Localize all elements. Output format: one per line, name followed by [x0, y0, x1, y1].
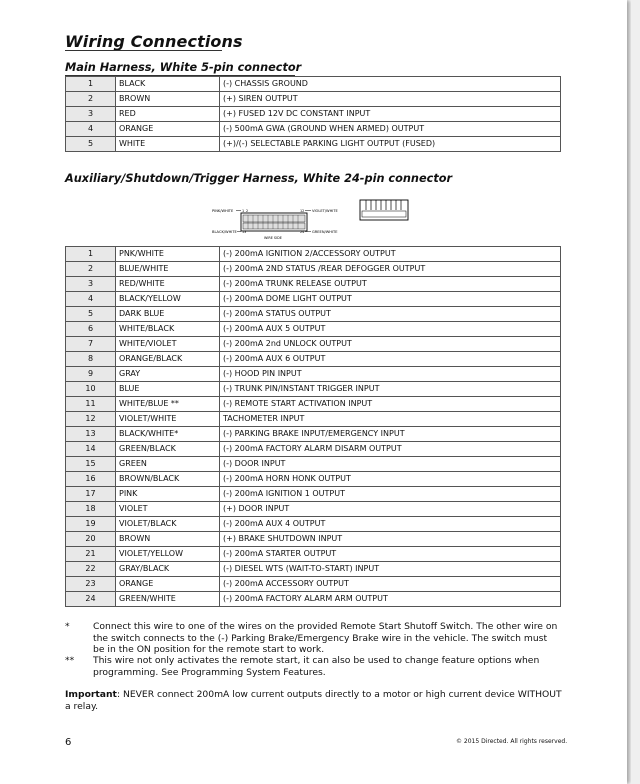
table-row [66, 137, 561, 152]
function-cell: (-) REMOTE START ACTIVATION INPUT [220, 397, 561, 412]
pin-cell: 15 [66, 457, 116, 472]
connector-diagram [210, 198, 410, 242]
function-cell: (+) SIREN OUTPUT [220, 92, 561, 107]
pin-cell: 7 [66, 337, 116, 352]
function-cell: (-) DOOR INPUT [220, 457, 561, 472]
pin-cell: 10 [66, 382, 116, 397]
wire-color-cell: WHITE/VIOLET [116, 337, 220, 352]
table-row [66, 307, 561, 322]
table-row [66, 577, 561, 592]
function-cell: (-) 200mA FACTORY ALARM ARM OUTPUT [220, 592, 561, 607]
pin-cell: 22 [66, 562, 116, 577]
note-mark: * [65, 621, 70, 632]
diagram-label-pink-white: PINK/WHITE [212, 209, 234, 213]
diagram-label-green-white: GREEN/WHITE [312, 230, 338, 234]
pin-cell: 16 [66, 472, 116, 487]
function-cell: (-) 200mA IGNITION 2/ACCESSORY OUTPUT [220, 247, 561, 262]
function-cell: (-) 200mA AUX 6 OUTPUT [220, 352, 561, 367]
wire-color-cell: BLACK/WHITE* [116, 427, 220, 442]
table-row [66, 412, 561, 427]
wire-color-cell: GREEN/WHITE [116, 592, 220, 607]
note-mark: ** [65, 655, 75, 666]
wire-color-cell: VIOLET [116, 502, 220, 517]
function-cell: (+) FUSED 12V DC CONSTANT INPUT [220, 107, 561, 122]
function-cell: (-) 200mA IGNITION 1 OUTPUT [220, 487, 561, 502]
wire-color-cell: ORANGE [116, 122, 220, 137]
table-row [66, 122, 561, 137]
wire-color-cell: PINK [116, 487, 220, 502]
wire-color-cell: GRAY [116, 367, 220, 382]
function-cell: (-) 200mA 2nd UNLOCK OUTPUT [220, 337, 561, 352]
wire-color-cell: GREEN [116, 457, 220, 472]
wire-color-cell: BLACK/YELLOW [116, 292, 220, 307]
pin-cell: 4 [66, 292, 116, 307]
function-cell: (-) 200mA FACTORY ALARM DISARM OUTPUT [220, 442, 561, 457]
pin-cell: 5 [66, 307, 116, 322]
pin-cell: 2 [66, 92, 116, 107]
pin-cell: 17 [66, 487, 116, 502]
table-row [66, 427, 561, 442]
wire-color-cell: BLACK [116, 77, 220, 92]
wire-color-cell: RED/WHITE [116, 277, 220, 292]
pin-cell: 24 [66, 592, 116, 607]
table-row [66, 322, 561, 337]
wire-color-cell: WHITE/BLUE ** [116, 397, 220, 412]
diagram-pin-13: 13 [242, 230, 247, 234]
pin-cell: 3 [66, 107, 116, 122]
function-cell: (-) 200mA ACCESSORY OUTPUT [220, 577, 561, 592]
wire-color-cell: WHITE/BLACK [116, 322, 220, 337]
table-row [66, 262, 561, 277]
function-cell: (-) CHASSIS GROUND [220, 77, 561, 92]
table-row [66, 457, 561, 472]
viewer-scrollbar[interactable] [631, 0, 640, 784]
diagram-label-violet-white: VIOLET/WHITE [312, 209, 338, 213]
pin-cell: 18 [66, 502, 116, 517]
wire-color-cell: ORANGE/BLACK [116, 352, 220, 367]
note-double-asterisk [65, 655, 561, 678]
wire-color-cell: VIOLET/WHITE [116, 412, 220, 427]
pin-cell: 19 [66, 517, 116, 532]
function-cell: TACHOMETER INPUT [220, 412, 561, 427]
copyright: © 2015 Directed. All rights reserved. [456, 738, 568, 745]
wire-color-cell: BROWN [116, 532, 220, 547]
pin-cell: 8 [66, 352, 116, 367]
wire-color-cell: GREEN/BLACK [116, 442, 220, 457]
main-harness-title: Main Harness, White 5-pin connector [65, 61, 302, 74]
note-text: Connect this wire to one of the wires on the provided Remote Start Shutoff Switch. The other wire on the switch connects to the (-) Parking Brake/Emergency Brake wire in the vehicle. The switch must be in the ON position for the remote start to work. [93, 621, 558, 656]
diagram-label-wire-side: WIRE SIDE [264, 236, 282, 240]
table-row [66, 472, 561, 487]
pin-cell: 23 [66, 577, 116, 592]
function-cell: (-) 200mA DOME LIGHT OUTPUT [220, 292, 561, 307]
pin-cell: 1 [66, 247, 116, 262]
pin-cell: 9 [66, 367, 116, 382]
aux-harness-title: Auxiliary/Shutdown/Trigger Harness, White 24-pin connector [65, 172, 453, 185]
table-row [66, 352, 561, 367]
wire-color-cell: BROWN [116, 92, 220, 107]
function-cell: (-) DIESEL WTS (WAIT-TO-START) INPUT [220, 562, 561, 577]
note-single-asterisk [65, 621, 561, 656]
diagram-pin-1: 1 [242, 209, 245, 213]
diagram-pin-12: 12 [300, 209, 305, 213]
table-row [66, 397, 561, 412]
important-note [65, 689, 565, 712]
pin-cell: 14 [66, 442, 116, 457]
table-row [66, 92, 561, 107]
wire-color-cell: BLUE/WHITE [116, 262, 220, 277]
function-cell: (-) 200mA 2ND STATUS /REAR DEFOGGER OUTPUT [220, 262, 561, 277]
table-row [66, 517, 561, 532]
function-cell: (-) 200mA STATUS OUTPUT [220, 307, 561, 322]
function-cell: (+)/(-) SELECTABLE PARKING LIGHT OUTPUT (FUSED) [220, 137, 561, 152]
function-cell: (-) 200mA AUX 4 OUTPUT [220, 517, 561, 532]
wire-color-cell: WHITE [116, 137, 220, 152]
table-row [66, 107, 561, 122]
pin-cell: 12 [66, 412, 116, 427]
pin-cell: 11 [66, 397, 116, 412]
table-row [66, 592, 561, 607]
table-row [66, 382, 561, 397]
pin-cell: 13 [66, 427, 116, 442]
pin-cell: 3 [66, 277, 116, 292]
function-cell: (-) 200mA AUX 5 OUTPUT [220, 322, 561, 337]
table-row [66, 487, 561, 502]
function-cell: (-) 200mA STARTER OUTPUT [220, 547, 561, 562]
pin-cell: 6 [66, 322, 116, 337]
wire-color-cell: BLUE [116, 382, 220, 397]
diagram-pin-2: 2 [246, 209, 249, 213]
table-row [66, 547, 561, 562]
note-text: This wire not only activates the remote start, it can also be used to change feature options when programming. See Programming System Features. [93, 655, 540, 678]
function-cell: (-) 200mA TRUNK RELEASE OUTPUT [220, 277, 561, 292]
wire-color-cell: VIOLET/YELLOW [116, 547, 220, 562]
table-row [66, 367, 561, 382]
main-harness-table [65, 76, 561, 152]
pin-cell: 2 [66, 262, 116, 277]
wire-color-cell: PNK/WHITE [116, 247, 220, 262]
diagram-label-black-white: BLACK/WHITE [212, 230, 237, 234]
function-cell: (-) HOOD PIN INPUT [220, 367, 561, 382]
function-cell: (-) TRUNK PIN/INSTANT TRIGGER INPUT [220, 382, 561, 397]
table-row [66, 532, 561, 547]
table-row [66, 502, 561, 517]
pin-cell: 21 [66, 547, 116, 562]
table-row [66, 247, 561, 262]
function-cell: (+) DOOR INPUT [220, 502, 561, 517]
function-cell: (+) BRAKE SHUTDOWN INPUT [220, 532, 561, 547]
aux-harness-table [65, 246, 561, 607]
function-cell: (-) 200mA HORN HONK OUTPUT [220, 472, 561, 487]
pin-cell: 1 [66, 77, 116, 92]
page-number: 6 [65, 737, 72, 748]
wire-color-cell: ORANGE [116, 577, 220, 592]
table-row [66, 77, 561, 92]
important-label: Important [65, 689, 117, 700]
table-row [66, 277, 561, 292]
heading-rule [65, 50, 222, 51]
pin-cell: 5 [66, 137, 116, 152]
function-cell: (-) 500mA GWA (GROUND WHEN ARMED) OUTPUT [220, 122, 561, 137]
wire-color-cell: VIOLET/BLACK [116, 517, 220, 532]
pin-cell: 20 [66, 532, 116, 547]
wire-color-cell: RED [116, 107, 220, 122]
wire-color-cell: BROWN/BLACK [116, 472, 220, 487]
table-row [66, 442, 561, 457]
wire-color-cell: DARK BLUE [116, 307, 220, 322]
table-row [66, 337, 561, 352]
wire-color-cell: GRAY/BLACK [116, 562, 220, 577]
important-text: : NEVER connect 200mA low current outputs directly to a motor or high current device WITHOUT a relay. [65, 689, 562, 712]
page-heading: Wiring Connections [65, 32, 243, 51]
function-cell: (-) PARKING BRAKE INPUT/EMERGENCY INPUT [220, 427, 561, 442]
table-row [66, 562, 561, 577]
diagram-pin-24: 24 [300, 230, 305, 234]
pin-cell: 4 [66, 122, 116, 137]
table-row [66, 292, 561, 307]
